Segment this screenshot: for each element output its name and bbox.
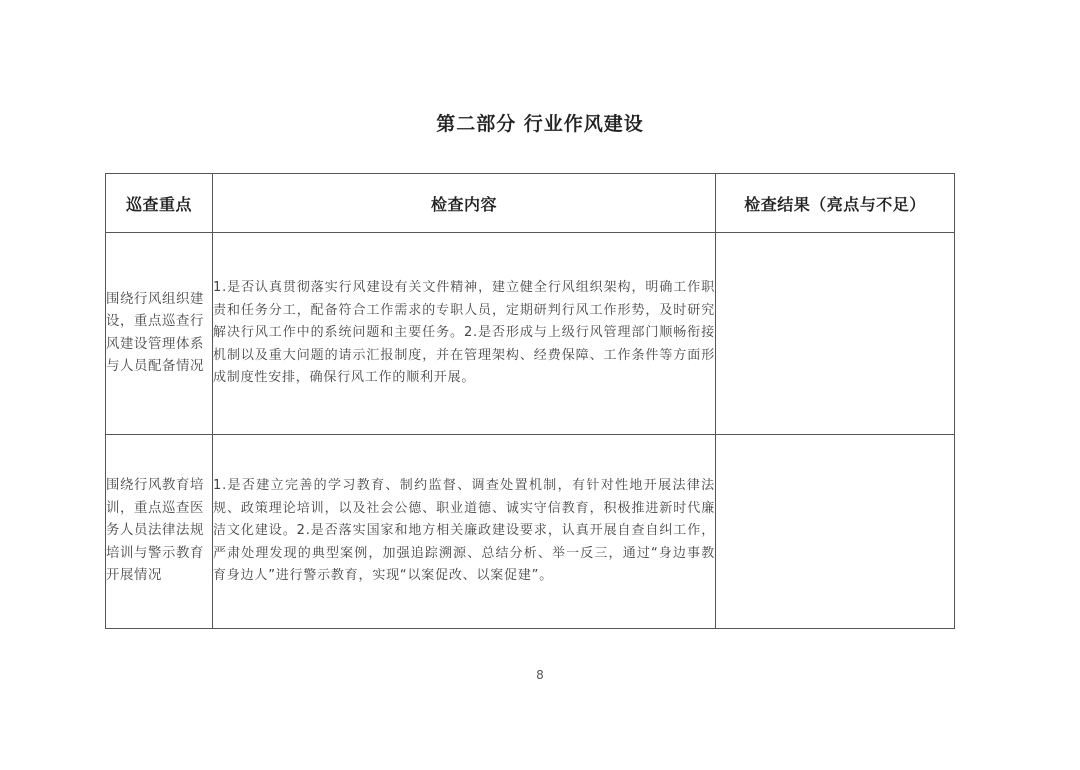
table-header-row [106, 174, 955, 233]
row-content-cell: 1.是否建立完善的学习教育、制约监督、调查处置机制，有针对性地开展法律法规、政策理论培训，以及社会公德、职业道德、诚实守信教育，积极推进新时代廉洁文化建设。2.是否落实国家和地方相关廉政建设要求，认真开展自查自纠工作，严肃处理发现的典型案例，加强追踪溯源、总结分析、举一反三，通过“身边事教育身边人”进行警示教育，实现“以案促改、以案促建”。 [213, 435, 716, 629]
row-result-cell [716, 233, 955, 435]
table-row [106, 435, 955, 629]
header-focus: 巡查重点 [106, 174, 213, 233]
header-content: 检查内容 [213, 174, 716, 233]
inspection-table [105, 173, 955, 629]
page-number: 8 [536, 668, 544, 682]
row-content-cell: 1.是否认真贯彻落实行风建设有关文件精神，建立健全行风组织架构，明确工作职责和任务分工，配备符合工作需求的专职人员，定期研判行风工作形势，及时研究解决行风工作中的系统问题和主要任务。2.是否形成与上级行风管理部门顺畅衔接机制以及重大问题的请示汇报制度，并在管理架构、经费保障、工作条件等方面形成制度性安排，确保行风工作的顺利开展。 [213, 233, 716, 435]
page-title: 第二部分 行业作风建设 [436, 113, 644, 135]
row-focus-cell: 围绕行风组织建设，重点巡查行风建设管理体系与人员配备情况 [106, 233, 213, 435]
row-result-cell [716, 435, 955, 629]
header-result: 检查结果（亮点与不足） [716, 174, 955, 233]
table-row [106, 233, 955, 435]
row-focus-cell: 围绕行风教育培训，重点巡查医务人员法律法规培训与警示教育开展情况 [106, 435, 213, 629]
